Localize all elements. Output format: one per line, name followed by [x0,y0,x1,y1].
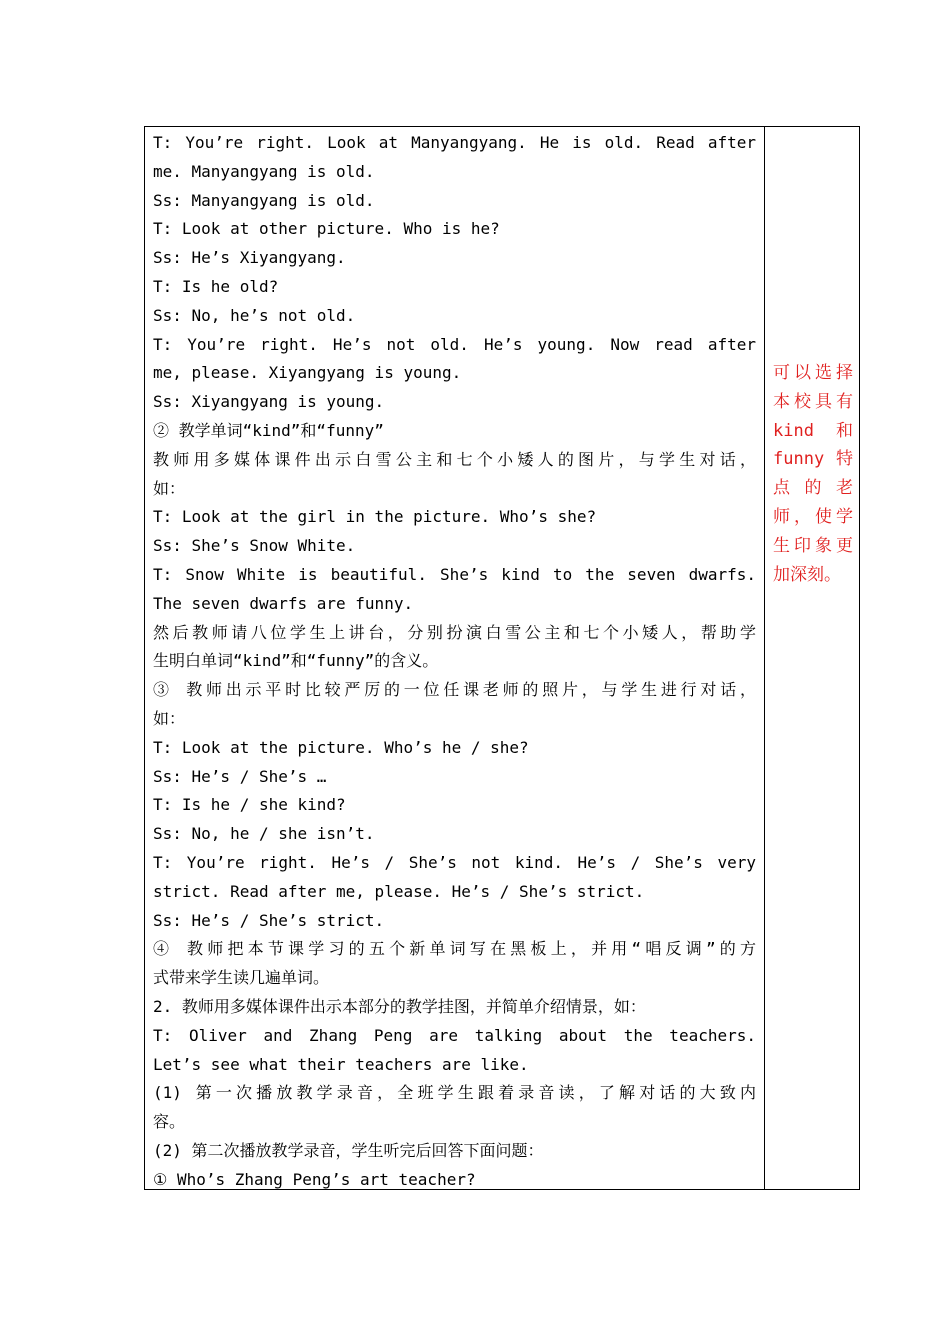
procedure-line: T: You’re right. Look at Manyangyang. He is old. Read after [153,133,756,152]
lesson-plan-table [144,126,860,1190]
procedure-line: me, please. Xiyangyang is young. [153,363,462,383]
procedure-line: ② 教学单词“kind”和“funny” [153,420,384,440]
procedure-line: Ss: No, he / she isn’t. [153,824,375,844]
procedure-line: Ss: Xiyangyang is young. [153,392,385,412]
procedure-line: 容。 [153,1112,186,1132]
procedure-line: T: Is he / she kind? [153,795,346,815]
procedure-line: (2) 第二次播放教学录音，学生听完后回答下面问题： [153,1140,544,1160]
note-line: funny 特 [773,449,853,470]
note-line: 师，使学 [773,506,853,527]
procedure-line: 2. 教师用多媒体课件出示本部分的教学挂图，并简单介绍情景，如： [153,996,646,1016]
procedure-line: Let’s see what their teachers are like. [153,1054,529,1074]
procedure-line: T: Look at other picture. Who is he? [153,219,500,239]
procedure-line: (1) 第一次播放教学录音，全班学生跟着录音读，了解对话的大致内 [153,1083,756,1103]
note-line: 本校具有 [773,391,853,412]
teaching-note-cell [765,127,859,1189]
lesson-procedure-cell [145,127,765,1189]
procedure-line: Ss: Manyangyang is old. [153,190,375,210]
procedure-line: T: You’re right. He’s not old. He’s young. Now read after [153,334,756,354]
procedure-line: 式带来学生读几遍单词。 [153,968,330,988]
procedure-line: T: You’re right. He’s / She’s not kind. He’s / She’s very [153,852,756,872]
procedure-line: 如： [153,708,186,728]
procedure-line: Ss: No, he’s not old. [153,305,356,325]
procedure-line: T: Snow White is beautiful. She’s kind to the seven dwarfs. [153,564,756,584]
procedure-line: me. Manyangyang is old. [153,161,375,181]
procedure-line: Ss: He’s / She’s strict. [153,910,385,930]
procedure-line: strict. Read after me, please. He’s / She’s strict. [153,881,645,901]
procedure-line: T: Is he old? [153,276,279,296]
procedure-line: ① Who’s Zhang Peng’s art teacher? [153,1169,476,1189]
procedure-line: 如： [153,478,186,498]
note-line: 可以选择 [773,363,853,383]
note-line: 点 的 老 [773,478,853,499]
procedure-line: 然后教师请八位学生上讲台，分别扮演白雪公主和七个小矮人，帮助学 [153,622,756,642]
procedure-line: 生明白单词“kind”和“funny”的含义。 [153,651,439,671]
note-line: 加深刻。 [773,564,841,585]
procedure-line: T: Look at the picture. Who’s he / she? [153,737,529,757]
procedure-line: ④ 教师把本节课学习的五个新单词写在黑板上，并用“唱反调”的方 [153,939,756,959]
note-line: 生印象更 [773,535,853,556]
procedure-line: T: Oliver and Zhang Peng are talking about the teachers. [153,1025,756,1045]
procedure-line: The seven dwarfs are funny. [153,593,414,613]
procedure-line: 教师用多媒体课件出示白雪公主和七个小矮人的图片，与学生对话， [153,449,756,469]
procedure-line: Ss: He’s / She’s … [153,766,327,786]
procedure-line: Ss: She’s Snow White. [153,536,356,556]
procedure-line: Ss: He’s Xiyangyang. [153,248,346,268]
procedure-line: T: Look at the girl in the picture. Who’s she? [153,507,597,527]
note-line: kind 和 [773,420,853,441]
procedure-line: ③ 教师出示平时比较严厉的一位任课老师的照片，与学生进行对话， [153,680,756,700]
